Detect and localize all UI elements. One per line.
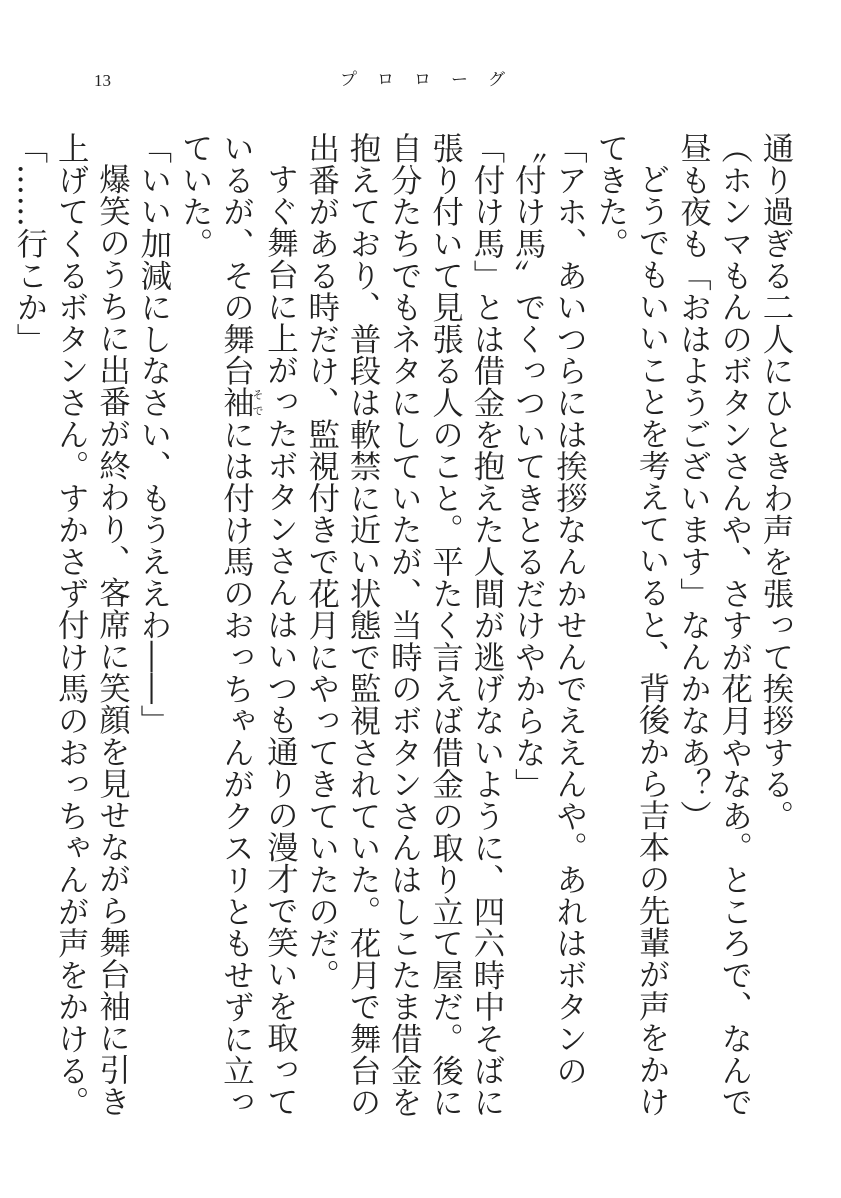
- paragraph-text: すぐ舞台に上がったボタンさんはいつも通りの漫才で笑いを取っているが、その舞台: [217, 132, 298, 1118]
- paragraph: 「付け馬」とは借金を抱えた人間が逃げないように、四六時中そばに張り付いて見張る人のこと。平たく言えば借金の取り立て屋だ。後に自分たちでもネタにしていたが、当時のボタンさんはしこたま借金を抱えており、普段は軟禁に近い状態で監視されていた。花月で舞台の出番がある時だけ、監視付きで花月にやってきていたのだ。: [302, 132, 504, 1118]
- running-title: プロローグ: [340, 70, 525, 90]
- paragraph: 通り過ぎる二人にひときわ声を張って挨拶する。: [757, 132, 793, 832]
- paragraph: 「いい加減にしなさい、もうええわ――」: [134, 132, 171, 737]
- ruby-base: 袖: [217, 386, 254, 419]
- ruby-reading: そで: [250, 386, 264, 419]
- page-number: 13: [94, 71, 111, 90]
- paragraph: [173, 132, 300, 1132]
- paragraph: 爆笑のうちに出番が終わり、客席に笑顔を見せながら舞台袖に引き上げてくるボタンさん。すかさず付け馬のおっちゃんが声をかける。: [52, 132, 130, 1118]
- paragraph: 「……行こか」: [10, 132, 47, 355]
- paragraph: （ホンマもんのボタンさんや、さすが花月やなあ。ところで、なんで昼も夜も「おはようございます」なんかなあ？）: [674, 132, 752, 1118]
- body-text: [8, 132, 795, 1132]
- ruby-word: [217, 386, 264, 419]
- paragraph: 「アホ、あいつらには挨拶なんかせんでええんや。あれはボタンの〝付け馬〟でくっついてきとるだけやからな」: [509, 132, 587, 1086]
- paragraph: どうでもいいことを考えていると、背後から吉本の先輩が声をかけてきた。: [591, 132, 670, 1118]
- paragraph-text: には付け馬のおっちゃんがクスリともせずに立っていた。: [176, 132, 254, 1118]
